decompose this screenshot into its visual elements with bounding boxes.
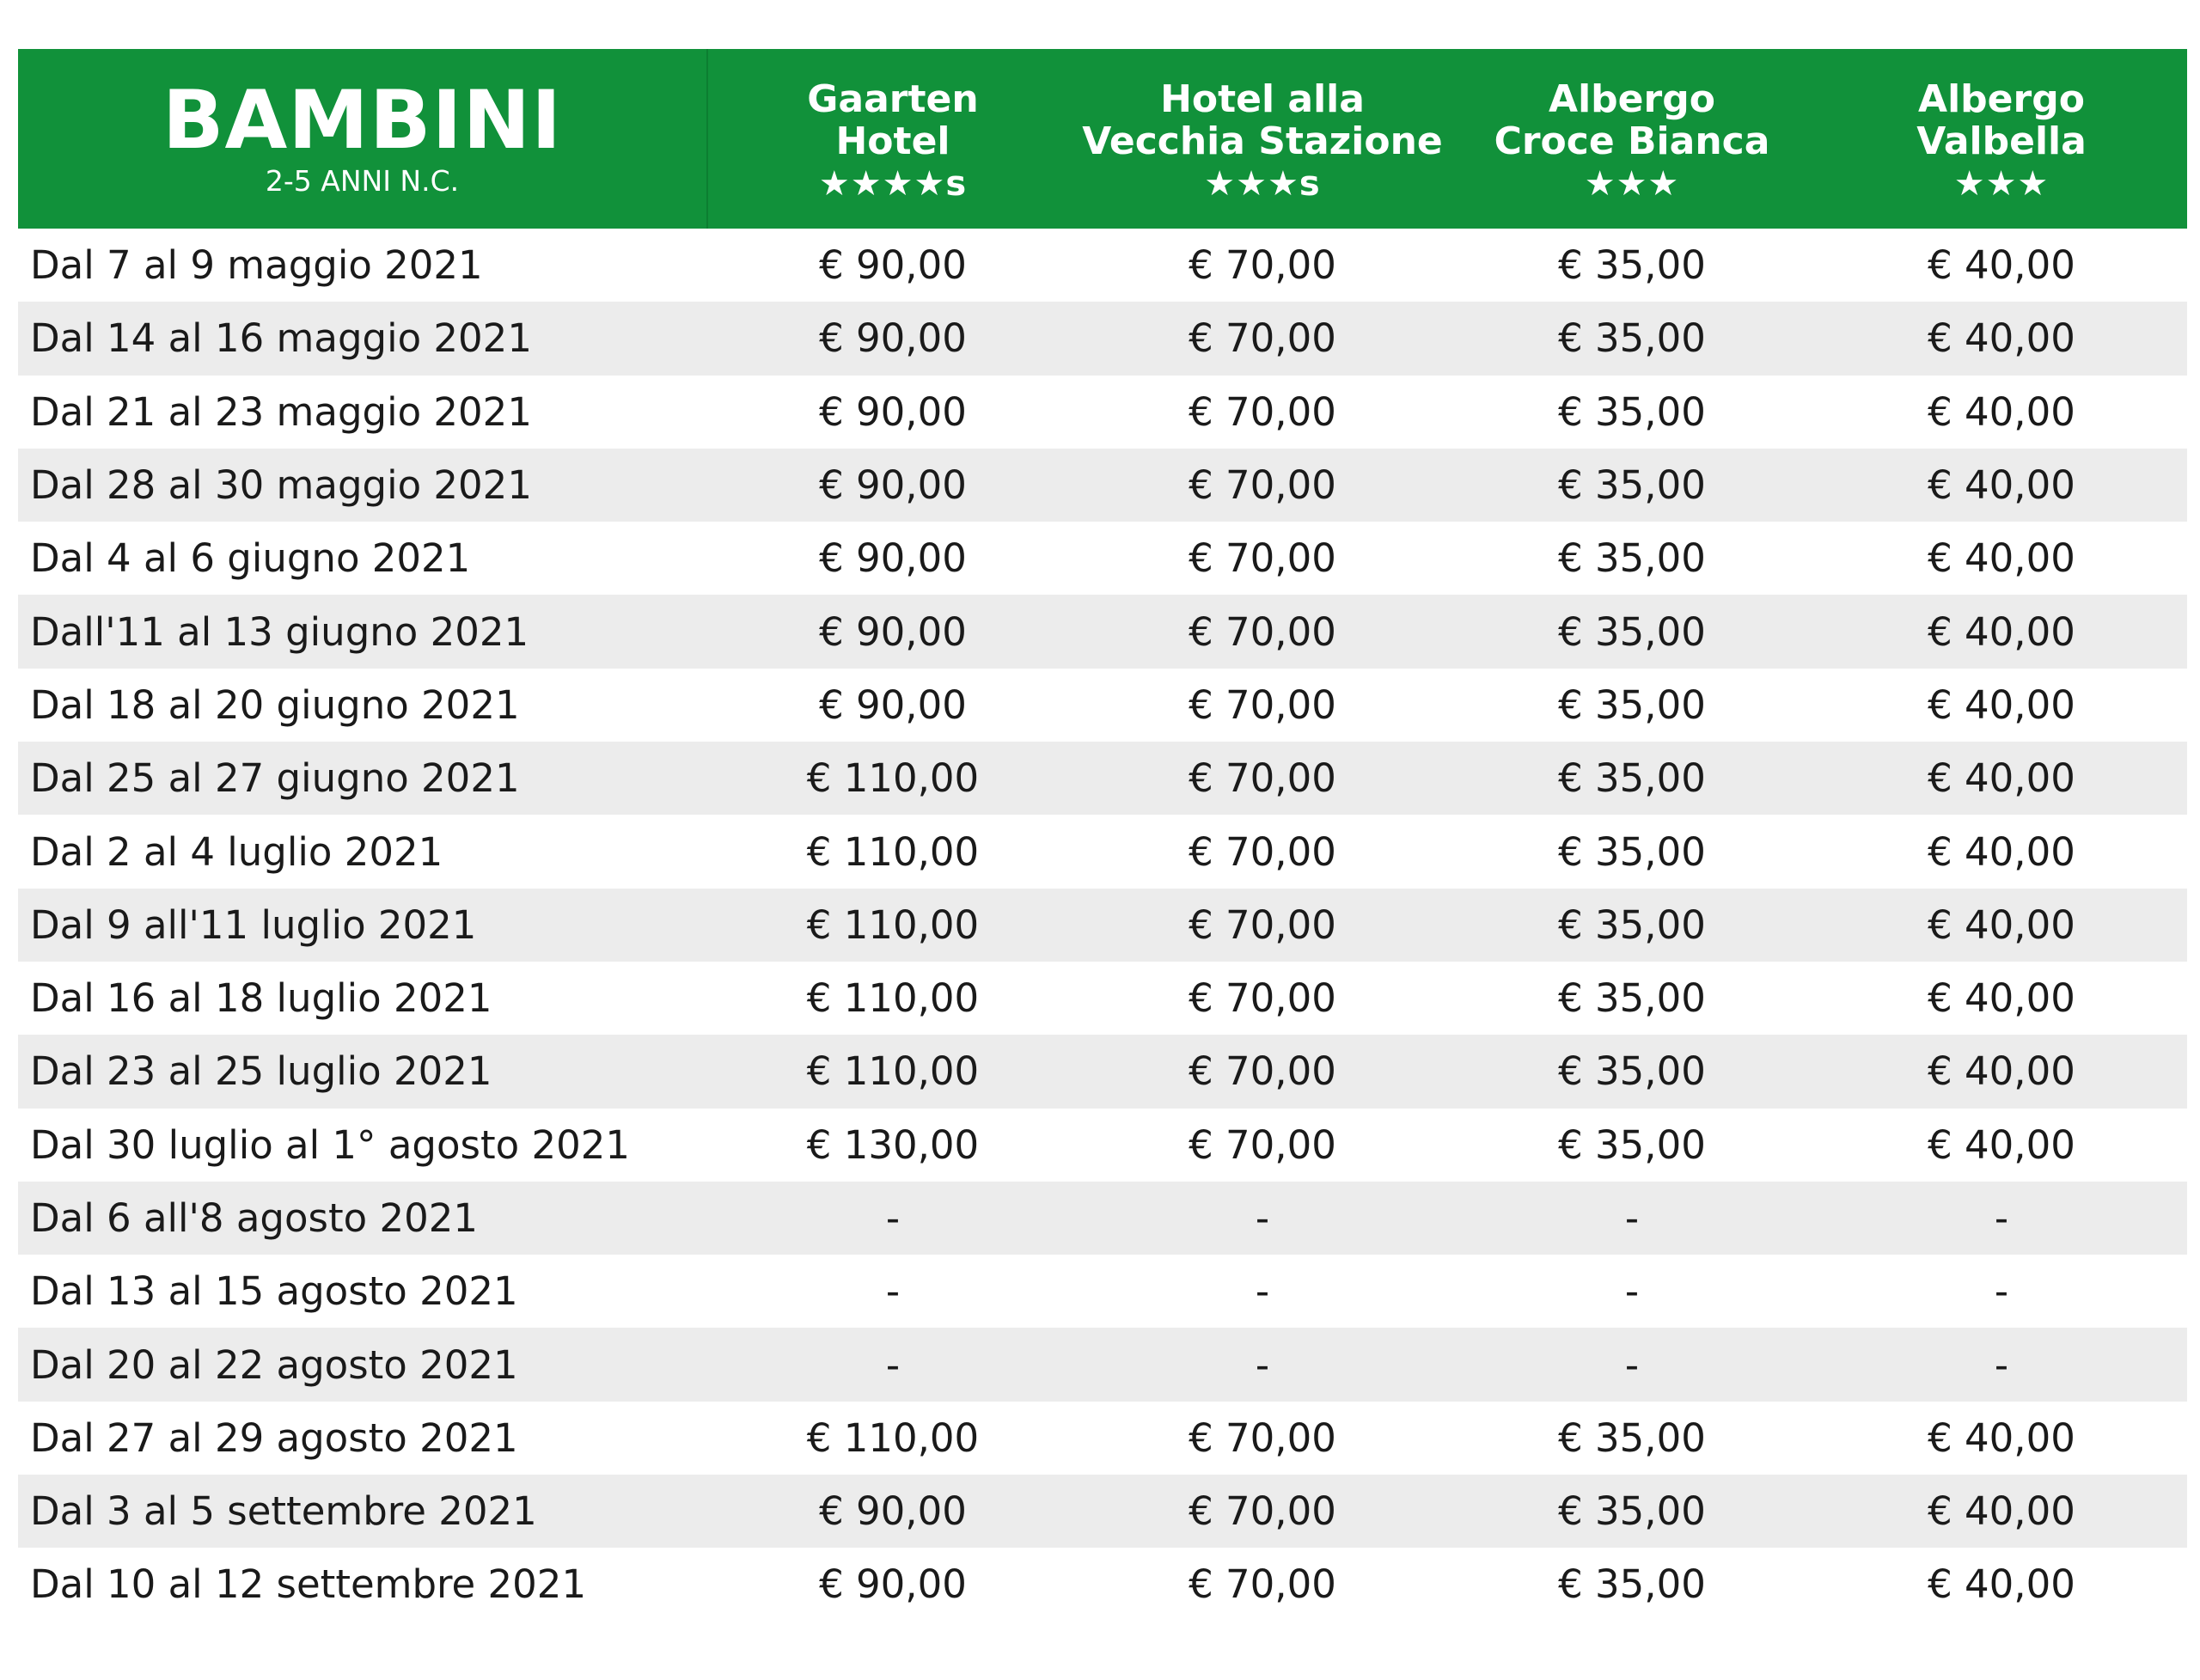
period-cell: Dal 28 al 30 maggio 2021 bbox=[30, 462, 532, 509]
price-cell: - bbox=[1255, 1341, 1270, 1388]
price-cell: - bbox=[1994, 1341, 2009, 1388]
price-cell: € 90,00 bbox=[819, 608, 967, 655]
price-cell: € 70,00 bbox=[1189, 608, 1336, 655]
table-row bbox=[18, 229, 2187, 302]
table-row bbox=[18, 1548, 2187, 1621]
price-cell: € 40,00 bbox=[1928, 462, 2075, 509]
price-cell: € 35,00 bbox=[1558, 388, 1706, 435]
table-subtitle: 2-5 ANNI N.C. bbox=[265, 163, 460, 198]
period-cell: Dal 25 al 27 giugno 2021 bbox=[30, 755, 520, 802]
price-cell: € 40,00 bbox=[1928, 242, 2075, 289]
hotel-name-line2: Croce Bianca bbox=[1494, 119, 1770, 163]
table-row bbox=[18, 1255, 2187, 1328]
price-table bbox=[18, 49, 2187, 1622]
column-header-vecchia-stazione bbox=[1078, 49, 1447, 229]
table-row bbox=[18, 1475, 2187, 1548]
price-cell: € 40,00 bbox=[1928, 315, 2075, 362]
price-cell: € 40,00 bbox=[1928, 388, 2075, 435]
price-cell: - bbox=[1624, 1341, 1640, 1388]
table-row bbox=[18, 669, 2187, 742]
period-cell: Dal 20 al 22 agosto 2021 bbox=[30, 1341, 518, 1388]
table-row bbox=[18, 742, 2187, 815]
table-row bbox=[18, 1109, 2187, 1182]
price-cell: € 70,00 bbox=[1189, 1488, 1336, 1535]
price-cell: € 70,00 bbox=[1189, 388, 1336, 435]
period-cell: Dall'11 al 13 giugno 2021 bbox=[30, 608, 529, 655]
star-rating: ★★★★s bbox=[818, 163, 968, 204]
hotel-name-line1: Hotel alla bbox=[1160, 76, 1365, 121]
period-cell: Dal 3 al 5 settembre 2021 bbox=[30, 1488, 537, 1535]
price-cell: € 110,00 bbox=[806, 1414, 980, 1461]
price-cell: € 35,00 bbox=[1558, 1048, 1706, 1095]
price-cell: € 35,00 bbox=[1558, 462, 1706, 509]
price-cell: € 40,00 bbox=[1928, 828, 2075, 875]
price-cell: € 40,00 bbox=[1928, 1121, 2075, 1168]
price-cell: € 70,00 bbox=[1189, 315, 1336, 362]
price-cell: - bbox=[1255, 1268, 1270, 1315]
price-cell: € 35,00 bbox=[1558, 681, 1706, 728]
table-title: BAMBINI bbox=[162, 73, 563, 168]
price-cell: € 35,00 bbox=[1558, 1561, 1706, 1608]
price-cell: - bbox=[885, 1341, 901, 1388]
price-cell: - bbox=[1255, 1195, 1270, 1241]
price-cell: - bbox=[1624, 1268, 1640, 1315]
period-cell: Dal 21 al 23 maggio 2021 bbox=[30, 388, 532, 435]
period-cell: Dal 2 al 4 luglio 2021 bbox=[30, 828, 443, 875]
hotel-name-line2: Vecchia Stazione bbox=[1082, 119, 1443, 163]
star-rating: ★★★ bbox=[1584, 163, 1680, 204]
price-cell: € 35,00 bbox=[1558, 242, 1706, 289]
price-cell: € 90,00 bbox=[819, 1488, 967, 1535]
period-cell: Dal 4 al 6 giugno 2021 bbox=[30, 535, 471, 582]
table-row bbox=[18, 522, 2187, 595]
period-cell: Dal 9 all'11 luglio 2021 bbox=[30, 901, 477, 948]
period-cell: Dal 27 al 29 agosto 2021 bbox=[30, 1414, 518, 1461]
price-cell: € 35,00 bbox=[1558, 608, 1706, 655]
table-row bbox=[18, 962, 2187, 1035]
price-cell: € 110,00 bbox=[806, 828, 980, 875]
period-cell: Dal 7 al 9 maggio 2021 bbox=[30, 242, 483, 289]
period-cell: Dal 10 al 12 settembre 2021 bbox=[30, 1561, 587, 1608]
price-cell: € 90,00 bbox=[819, 315, 967, 362]
price-cell: € 35,00 bbox=[1558, 1414, 1706, 1461]
price-cell: € 130,00 bbox=[806, 1121, 980, 1168]
price-cell: € 70,00 bbox=[1189, 681, 1336, 728]
star-rating: ★★★s bbox=[1204, 163, 1321, 204]
price-cell: € 70,00 bbox=[1189, 462, 1336, 509]
price-cell: € 40,00 bbox=[1928, 1561, 2075, 1608]
period-cell: Dal 23 al 25 luglio 2021 bbox=[30, 1048, 492, 1095]
table-title-block bbox=[18, 49, 708, 229]
price-cell: € 35,00 bbox=[1558, 901, 1706, 948]
price-cell: € 40,00 bbox=[1928, 681, 2075, 728]
price-cell: € 70,00 bbox=[1189, 535, 1336, 582]
table-row bbox=[18, 302, 2187, 375]
price-cell: € 40,00 bbox=[1928, 1414, 2075, 1461]
table-body bbox=[18, 229, 2187, 1622]
period-cell: Dal 18 al 20 giugno 2021 bbox=[30, 681, 520, 728]
price-cell: € 70,00 bbox=[1189, 1048, 1336, 1095]
table-row bbox=[18, 449, 2187, 522]
price-cell: € 35,00 bbox=[1558, 1121, 1706, 1168]
price-cell: € 110,00 bbox=[806, 1048, 980, 1095]
price-cell: € 40,00 bbox=[1928, 975, 2075, 1022]
table-row bbox=[18, 1035, 2187, 1108]
price-cell: - bbox=[1994, 1268, 2009, 1315]
table-row bbox=[18, 889, 2187, 962]
price-cell: € 70,00 bbox=[1189, 828, 1336, 875]
price-cell: € 90,00 bbox=[819, 535, 967, 582]
table-row bbox=[18, 1328, 2187, 1401]
period-cell: Dal 13 al 15 agosto 2021 bbox=[30, 1268, 518, 1315]
period-cell: Dal 16 al 18 luglio 2021 bbox=[30, 975, 492, 1022]
hotel-name-line1: Gaarten bbox=[807, 76, 979, 121]
price-cell: - bbox=[885, 1268, 901, 1315]
price-cell: € 35,00 bbox=[1558, 828, 1706, 875]
table-row bbox=[18, 1402, 2187, 1475]
price-cell: € 110,00 bbox=[806, 975, 980, 1022]
price-cell: € 35,00 bbox=[1558, 535, 1706, 582]
price-cell: € 70,00 bbox=[1189, 901, 1336, 948]
period-cell: Dal 14 al 16 maggio 2021 bbox=[30, 315, 532, 362]
price-cell: € 70,00 bbox=[1189, 975, 1336, 1022]
column-header-croce-bianca bbox=[1447, 49, 1817, 229]
period-cell: Dal 30 luglio al 1° agosto 2021 bbox=[30, 1121, 630, 1168]
price-cell: € 90,00 bbox=[819, 242, 967, 289]
column-header-valbella bbox=[1817, 49, 2186, 229]
price-cell: € 40,00 bbox=[1928, 1488, 2075, 1535]
hotel-name-line1: Albergo bbox=[1918, 76, 2085, 121]
price-cell: € 40,00 bbox=[1928, 608, 2075, 655]
price-cell: € 35,00 bbox=[1558, 315, 1706, 362]
price-cell: € 70,00 bbox=[1189, 1414, 1336, 1461]
table-row bbox=[18, 376, 2187, 449]
price-cell: € 90,00 bbox=[819, 1561, 967, 1608]
table-row bbox=[18, 595, 2187, 668]
price-cell: € 90,00 bbox=[819, 681, 967, 728]
price-cell: € 40,00 bbox=[1928, 901, 2075, 948]
price-cell: € 35,00 bbox=[1558, 1488, 1706, 1535]
table-row bbox=[18, 815, 2187, 888]
price-cell: € 90,00 bbox=[819, 462, 967, 509]
price-cell: € 35,00 bbox=[1558, 755, 1706, 802]
price-cell: € 70,00 bbox=[1189, 242, 1336, 289]
price-cell: € 40,00 bbox=[1928, 1048, 2075, 1095]
table-header bbox=[18, 49, 2187, 229]
price-cell: € 110,00 bbox=[806, 901, 980, 948]
price-cell: € 90,00 bbox=[819, 388, 967, 435]
price-cell: - bbox=[1624, 1195, 1640, 1241]
price-cell: - bbox=[1994, 1195, 2009, 1241]
price-cell: € 70,00 bbox=[1189, 755, 1336, 802]
column-header-gaarten-hotel bbox=[708, 49, 1078, 229]
price-cell: € 40,00 bbox=[1928, 755, 2075, 802]
hotel-name-line1: Albergo bbox=[1549, 76, 1715, 121]
price-cell: - bbox=[885, 1195, 901, 1241]
price-cell: € 110,00 bbox=[806, 755, 980, 802]
price-cell: € 35,00 bbox=[1558, 975, 1706, 1022]
price-cell: € 70,00 bbox=[1189, 1561, 1336, 1608]
hotel-name-line2: Hotel bbox=[835, 119, 950, 163]
table-row bbox=[18, 1182, 2187, 1255]
period-cell: Dal 6 all'8 agosto 2021 bbox=[30, 1195, 478, 1241]
hotel-name-line2: Valbella bbox=[1916, 119, 2087, 163]
price-cell: € 40,00 bbox=[1928, 535, 2075, 582]
star-rating: ★★★ bbox=[1953, 163, 2050, 204]
price-cell: € 70,00 bbox=[1189, 1121, 1336, 1168]
